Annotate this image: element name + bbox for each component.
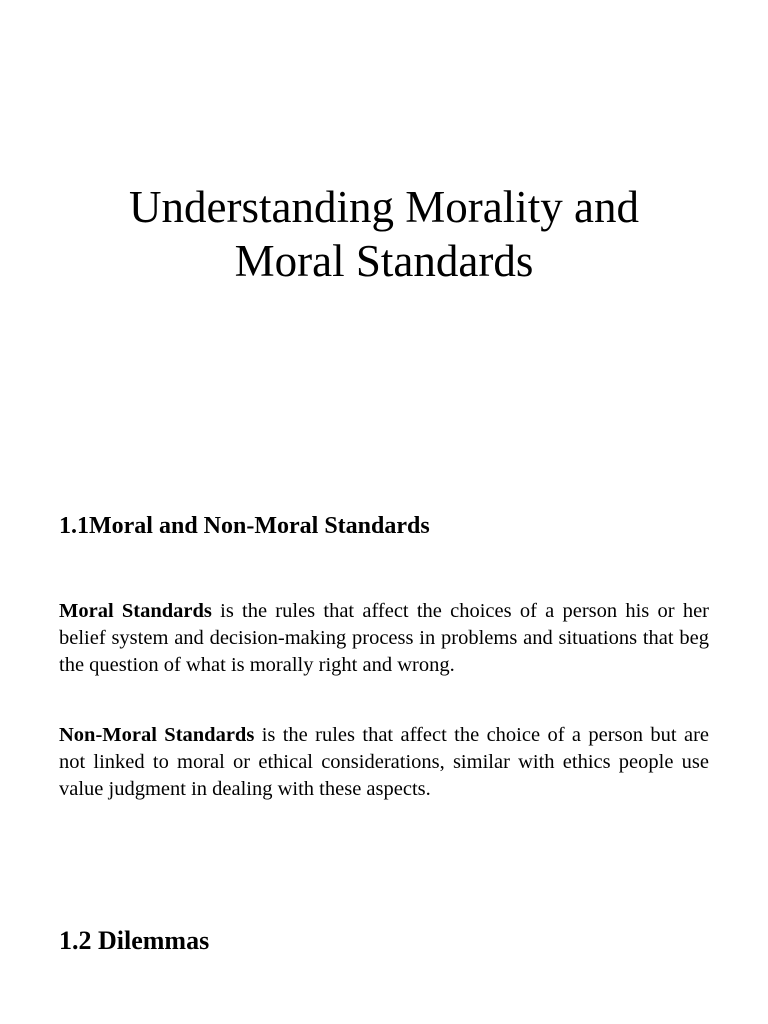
title-line-1: Understanding Morality and bbox=[129, 182, 639, 232]
document-title bbox=[0, 180, 768, 288]
paragraph-non-moral-standards bbox=[59, 722, 709, 803]
term-moral-standards: Moral Standards bbox=[59, 600, 212, 622]
term-non-moral-standards: Non-Moral Standards bbox=[59, 724, 255, 746]
section-heading-1-1: 1.1Moral and Non-Moral Standards bbox=[59, 513, 430, 539]
section-heading-1-2: 1.2 Dilemmas bbox=[59, 926, 210, 955]
title-line-2: Moral Standards bbox=[234, 236, 534, 286]
paragraph-moral-standards-text: is the rules that affect the choices of a person his or her belief system and decision-making process in problems and situations that beg the question of what is morally right and wrong. bbox=[59, 600, 709, 676]
paragraph-non-moral-standards-text: is the rules that affect the choice of a person but are not linked to moral or ethical considerations, similar with ethics people use value judgment in dealing with these aspects. bbox=[59, 724, 709, 800]
paragraph-moral-standards bbox=[59, 598, 709, 679]
